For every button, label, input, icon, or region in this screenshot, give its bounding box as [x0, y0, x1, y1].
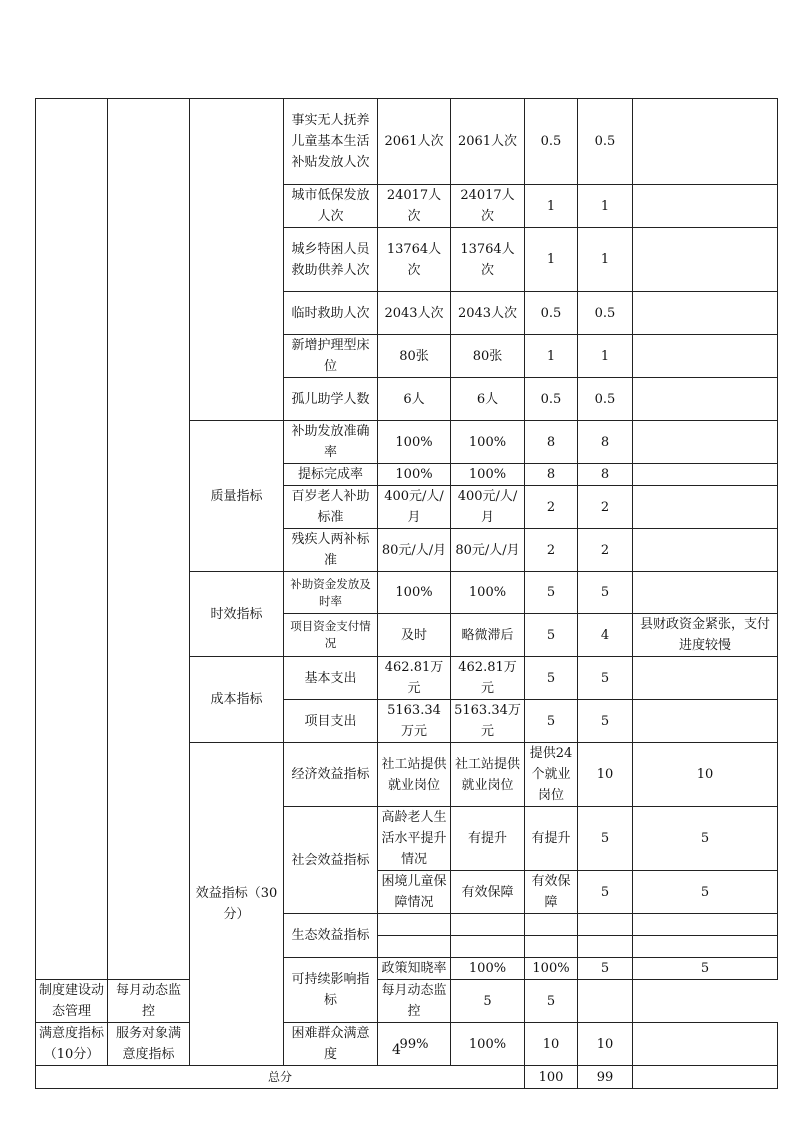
score-cell: 5: [578, 657, 633, 700]
table-row: [36, 99, 778, 185]
actual-cell: 80元/人/月: [451, 529, 525, 572]
target-cell: 及时: [378, 614, 451, 657]
score-cell: 2: [578, 529, 633, 572]
performance-table: [35, 98, 778, 1089]
weight-cell: 2: [525, 486, 578, 529]
level3-cell-empty: [190, 99, 284, 421]
target-cell: [451, 936, 525, 958]
actual-cell: 100%: [525, 958, 578, 980]
indicator-cell: 项目资金支付情况: [284, 614, 378, 657]
actual-cell: 5163.34万元: [451, 700, 525, 743]
target-cell: 社工站提供就业岗位: [451, 743, 525, 807]
weight-cell: [578, 914, 633, 936]
weight-cell: 5: [525, 700, 578, 743]
score-cell: [633, 936, 778, 958]
target-cell: 6人: [378, 378, 451, 421]
actual-cell: 13764人次: [451, 228, 525, 292]
indicator-cell: 孤儿助学人数: [284, 378, 378, 421]
target-cell: [451, 914, 525, 936]
indicator-cell: 高龄老人生活水平提升情况: [378, 807, 451, 871]
note-cell: [633, 486, 778, 529]
target-cell: 400元/人/月: [378, 486, 451, 529]
cost-indicator-label: 成本指标: [190, 657, 284, 743]
actual-cell: 400元/人/月: [451, 486, 525, 529]
score-cell: 2: [578, 486, 633, 529]
indicator-cell: 百岁老人补助标准: [284, 486, 378, 529]
score-cell: 5: [525, 980, 578, 1023]
indicator-cell: 制度建设动态管理: [36, 980, 108, 1023]
score-cell: 8: [578, 421, 633, 464]
target-cell: 2043人次: [378, 292, 451, 335]
note-cell: 县财政资金紧张，支付进度较慢: [633, 614, 778, 657]
score-cell: 4: [578, 614, 633, 657]
actual-cell: 每月动态监控: [378, 980, 451, 1023]
level1-cell-empty: [36, 99, 108, 980]
weight-cell: 8: [525, 421, 578, 464]
indicator-cell: 困境儿童保障情况: [378, 871, 451, 914]
actual-cell: 2061人次: [451, 99, 525, 185]
weight-cell: [578, 936, 633, 958]
target-cell: 24017人次: [378, 185, 451, 228]
score-cell: 0.5: [578, 378, 633, 421]
table-row: [36, 980, 778, 1023]
note-cell: [633, 700, 778, 743]
weight-cell: 5: [525, 614, 578, 657]
score-cell: 5: [633, 958, 778, 980]
target-cell: 每月动态监控: [108, 980, 190, 1023]
target-cell: 2061人次: [378, 99, 451, 185]
score-cell: 8: [578, 464, 633, 486]
weight-cell: 5: [525, 657, 578, 700]
weight-cell: 2: [525, 529, 578, 572]
target-cell: 100%: [378, 421, 451, 464]
indicator-cell: 临时救助人次: [284, 292, 378, 335]
note-cell: [633, 99, 778, 185]
score-cell: 5: [578, 700, 633, 743]
note-cell: [633, 529, 778, 572]
weight-cell: 5: [578, 807, 633, 871]
level2-cell-empty: [108, 99, 190, 980]
indicator-cell: 基本支出: [284, 657, 378, 700]
indicator-cell: 城市低保发放人次: [284, 185, 378, 228]
indicator-cell: 补助资金发放及时率: [284, 572, 378, 614]
quality-indicator-label: 质量指标: [190, 421, 284, 572]
social-benefit-label: 社会效益指标: [284, 807, 378, 914]
weight-cell: 1: [525, 335, 578, 378]
note-cell: [633, 378, 778, 421]
indicator-cell: 城乡特困人员救助供养人次: [284, 228, 378, 292]
target-cell: 462.81万元: [378, 657, 451, 700]
weight-cell: 1: [525, 228, 578, 292]
indicator-cell: 补助发放准确率: [284, 421, 378, 464]
target-cell: 13764人次: [378, 228, 451, 292]
note-cell: [633, 464, 778, 486]
target-cell: 100%: [378, 464, 451, 486]
ecological-benefit-label: 生态效益指标: [284, 914, 378, 958]
economic-benefit-label: 经济效益指标: [284, 743, 378, 807]
weight-cell: 5: [451, 980, 525, 1023]
actual-cell: 100%: [451, 1023, 525, 1066]
score-cell: 0.5: [578, 99, 633, 185]
indicator-cell: 残疾人两补标准: [284, 529, 378, 572]
actual-cell: 462.81万元: [451, 657, 525, 700]
indicator-cell: 项目支出: [284, 700, 378, 743]
indicator-cell: 社工站提供就业岗位: [378, 743, 451, 807]
note-cell: [633, 185, 778, 228]
target-cell: 100%: [451, 958, 525, 980]
satisfaction-indicator-label: 满意度指标（10分）: [36, 1023, 108, 1066]
weight-cell: 1: [525, 185, 578, 228]
actual-cell: 略微滞后: [451, 614, 525, 657]
target-cell: 99%: [378, 1023, 451, 1066]
indicator-cell: 事实无人抚养儿童基本生活补贴发放人次: [284, 99, 378, 185]
weight-cell: 0.5: [525, 292, 578, 335]
timeliness-indicator-label: 时效指标: [190, 572, 284, 657]
note-cell: [578, 980, 633, 1023]
note-cell: [633, 657, 778, 700]
indicator-cell: [378, 936, 451, 958]
target-cell: 5163.34万元: [378, 700, 451, 743]
score-cell: 0.5: [578, 292, 633, 335]
weight-cell: 10: [525, 1023, 578, 1066]
weight-cell: 5: [525, 572, 578, 614]
sustainable-impact-label: 可持续影响指标: [284, 958, 378, 1023]
target-cell: 有提升: [451, 807, 525, 871]
actual-cell: 80张: [451, 335, 525, 378]
note-cell: [633, 421, 778, 464]
score-cell: 10: [578, 1023, 633, 1066]
note-cell: [633, 1066, 778, 1089]
page-number: 4: [392, 1042, 401, 1058]
score-cell: 5: [578, 572, 633, 614]
actual-cell: 2043人次: [451, 292, 525, 335]
actual-cell: 24017人次: [451, 185, 525, 228]
indicator-cell: [378, 914, 451, 936]
score-cell: 1: [578, 185, 633, 228]
actual-cell: 提供24个就业岗位: [525, 743, 578, 807]
score-cell: 10: [633, 743, 778, 807]
actual-cell: 有提升: [525, 807, 578, 871]
target-cell: 100%: [378, 572, 451, 614]
score-cell: [633, 914, 778, 936]
indicator-cell: 新增护理型床位: [284, 335, 378, 378]
weight-cell: 0.5: [525, 99, 578, 185]
actual-cell: 有效保障: [525, 871, 578, 914]
weight-cell: 5: [578, 958, 633, 980]
total-row: [36, 1066, 778, 1089]
indicator-cell: 困难群众满意度: [284, 1023, 378, 1066]
weight-cell: 8: [525, 464, 578, 486]
actual-cell: 6人: [451, 378, 525, 421]
note-cell: [633, 228, 778, 292]
weight-cell: 0.5: [525, 378, 578, 421]
actual-cell: 100%: [451, 572, 525, 614]
score-cell: 1: [578, 228, 633, 292]
weight-cell: 5: [578, 871, 633, 914]
note-cell: [633, 335, 778, 378]
target-cell: 有效保障: [451, 871, 525, 914]
score-cell: 5: [633, 871, 778, 914]
actual-cell: 100%: [451, 464, 525, 486]
total-weight-cell: 100: [525, 1066, 578, 1089]
benefit-indicator-label: 效益指标（30分）: [190, 743, 284, 1066]
actual-cell: [525, 936, 578, 958]
total-label: 总分: [36, 1066, 525, 1089]
score-cell: 5: [633, 807, 778, 871]
indicator-cell: 政策知晓率: [378, 958, 451, 980]
actual-cell: 100%: [451, 421, 525, 464]
note-cell: [633, 572, 778, 614]
note-cell: [633, 292, 778, 335]
indicator-cell: 提标完成率: [284, 464, 378, 486]
score-cell: 1: [578, 335, 633, 378]
total-score-cell: 99: [578, 1066, 633, 1089]
service-satisfaction-label: 服务对象满意度指标: [108, 1023, 190, 1066]
actual-cell: [525, 914, 578, 936]
target-cell: 80元/人/月: [378, 529, 451, 572]
target-cell: 80张: [378, 335, 451, 378]
weight-cell: 10: [578, 743, 633, 807]
